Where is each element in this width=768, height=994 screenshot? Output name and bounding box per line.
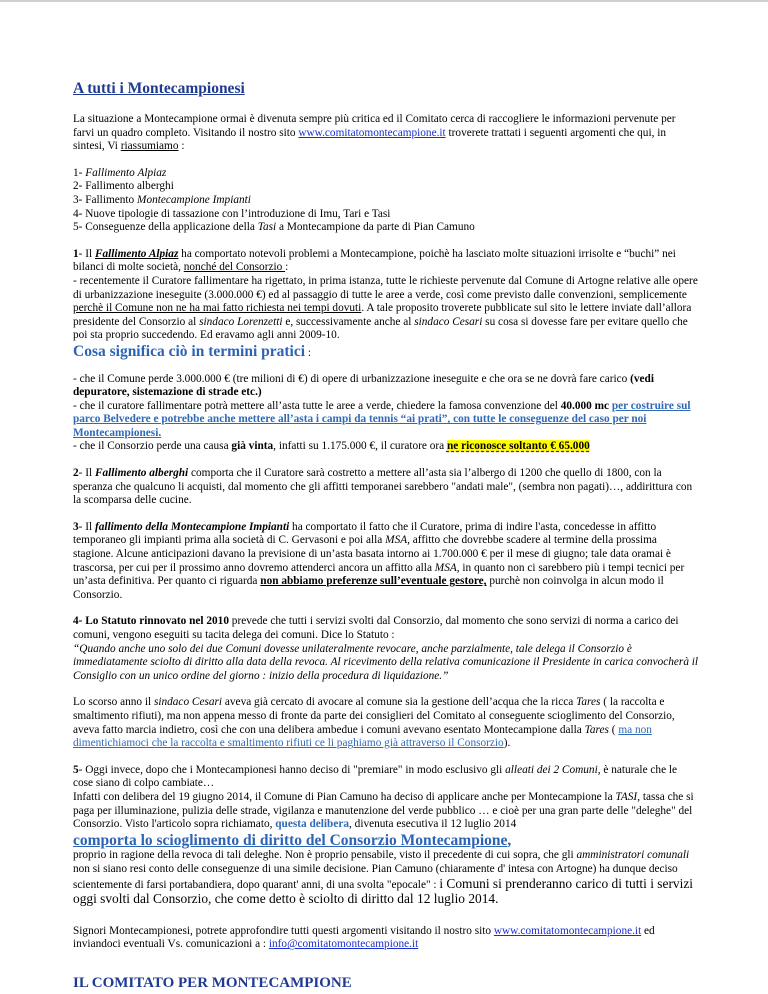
dissolution-statement: comporta lo scioglimento di diritto del Consorzio Montecampione bbox=[73, 831, 508, 849]
email-link[interactable]: info@comitatomontecampione.it bbox=[268, 938, 419, 951]
top-divider bbox=[0, 0, 768, 2]
site-link-footer[interactable]: www.comitatomontecampione.it bbox=[493, 924, 642, 937]
list-item: 3- Fallimento Montecampione Impianti bbox=[73, 193, 251, 206]
list-item: 1- Fallimento Alpiaz bbox=[73, 166, 167, 179]
section-2-paragraph: 2- Il Fallimento alberghi comporta che il Curatore sarà costretto a mettere all’asta sia l’albergo di 1200 che quello di 1800, con la speranza che qualcuno li acquisti, dal momento che gli affitti temporanei sarebbero "andati male", (sembra non pagati)…, addirittura con la scomparsa delle cucine. bbox=[73, 467, 693, 507]
page-title: A tutti i Montecampionesi bbox=[73, 80, 245, 97]
section-4b-paragraph: Lo scorso anno il sindaco Cesari aveva già cercato di avocare al comune sia la gestione dell’acqua che la ricca Tares ( la raccolta e smaltimento rifiuti), ma non appena messo di fronte da parte dei consiglieri del Comitato al conseguente scioglimento del Consorzio, aveva fatto marcia indietro, così che con una delibera ambedue i comuni avevano esentato Montecampione dalla Tares ( ma non dimentichiamoci che la raccolta e smaltimento rifiuti ce li paghiamo già attraverso il Consorzio). bbox=[73, 696, 675, 750]
site-link[interactable]: www.comitatomontecampione.it bbox=[298, 126, 446, 139]
section-5-paragraph: 5- Oggi invece, dopo che i Montecampionesi hanno deciso di "premiare" in modo esclusivo gli alleati dei 2 Comuni, è naturale che le cose siano di colpo cambiate… Infatti con delibera del 19 giugno 2014, il Comune di Pian Camuno ha deciso di applicare anche per Montecampione la TASI, tassa che si paga per illuminazione, pulizia delle strade, vigilanza e manutenzione del verde pubblico … e cioè per una gran parte delle "deleghe" del Consorzio. Visto l'articolo sopra richiamato, questa delibera, divenuta esecutiva il 12 luglio 2014 comporta lo scioglimento di diritto del Consorzio Montecampione, proprio in ragione della revoca di tali deleghe. Non è proprio pensabile, visto il precedente di cui sopra, che gli amministratori comunali non si siano resi conto delle conseguenze di una simile decisione. Pian Camuno (chiaramente d' intesa con Artogne) ha dunque deciso scientemente di farsi portabandiera, dopo quarant' anni, di una svolta "epocale" : i Comuni si prenderanno carico di tutti i servizi oggi svolti dal Consorzio, che come detto è sciolto di diritto dal 12 luglio 2014. bbox=[73, 763, 694, 907]
practical-meaning-paragraph: - che il Comune perde 3.000.000 € (tre milioni di €) di opere di urbanizzazione ineseguite e che ora se ne dovrà fare carico (vedi depuratore, sistemazione di strade etc.) - che il curatore fallimentare potrà mettere all’asta tutte le aree a verde, chiedere la famosa convenzione del 40.000 mc per costruire sul parco Belvedere e potrebbe anche mettere all’asta i campi da tennis “ai prati”, con tutte le conseguenze del caso per noi Montecampionesi. - che il Consorzio perde una causa già vinta, infatti su 1.175.000 €, il curatore ora ne riconosce soltanto € 65.000 bbox=[73, 372, 691, 453]
closing-paragraph: Signori Montecampionesi, potrete approfondire tutti questi argomenti visitando il nostro sito www.comitatomontecampione.it ed inviandoci eventuali Vs. comunicazioni a : info@comitatomontecampione.it bbox=[73, 924, 655, 951]
intro-paragraph: La situazione a Montecampione ormai è divenuta sempre più critica ed il Comitato cerca di raccogliere le informazioni pervenute per farvi un quadro completo. Visitando il nostro sito www.comitatomontecampione.it troverete trattati i seguenti argomenti che qui, in sintesi, Vi riassumiamo : bbox=[73, 113, 676, 153]
list-item: 2- Fallimento alberghi bbox=[73, 180, 174, 193]
document-page bbox=[73, 80, 699, 990]
practical-meaning-heading: Cosa significa ciò in termini pratici : bbox=[73, 342, 312, 360]
list-item: 5- Conseguenze della applicazione della Tasi a Montecampione da parte di Pian Camuno bbox=[73, 221, 475, 234]
section-1-paragraph: 1- Il Fallimento Alpiaz ha comportato notevoli problemi a Montecampione, poichè ha lasciato molte situazioni irrisolte e “buchi” nei bilanci di molte società, nonché del Consorzio : - recentemente il Curatore fallimentare ha rigettato, in prima istanza, tutte le richieste pervenute dal Comune di Artogne relative alle opere di urbanizzazione ineseguite (3.000.000 €) ed al passaggio di tutte le aree a verde, così come previsto dalle convenzioni, semplicemente perchè il Comune non ne ha mai fatto richiesta nei tempi dovuti. A tale proposito troverete pubblicate sul sito le lettere inviate dall’allora presidente del Consorzio al sindaco Lorenzetti e, successivamente anche al sindaco Cesari su cosa si dovesse fare per evitare quello che poi sta proprio succedendo. Ed eravamo agli anni 2009-10. bbox=[73, 247, 698, 342]
highlight-amount: ne riconosce soltanto € 65.000 bbox=[446, 440, 590, 453]
topic-list bbox=[73, 167, 699, 235]
signature-title: IL COMITATO PER MONTECAMPIONE bbox=[73, 974, 352, 991]
section-3-paragraph: 3- Il fallimento della Montecampione Impianti ha comportato il fatto che il Curatore, prima di indire l'asta, concedesse in affitto temporaneo gli impianti prima alla società di C. Gervasoni e poi alla MSA, affitto che dovrebbe scadere al termine della prossima stagione. Alcune anticipazioni davano la previsione di un’asta basata intorno ai 1.700.000 € per il mese di giugno; tale data oramai è trascorsa, per cui per il prossimo anno dovremo attenderci ancora un affitto alla MSA, in quanto non ci sarebbero più i tempi tecnici per un’asta definitiva. Per quanto ci riguarda non abbiamo preferenze sull’eventuale gestore, purchè non coinvolga in alcun modo il Consorzio. bbox=[73, 520, 685, 601]
section-4-paragraph: 4- Lo Statuto rinnovato nel 2010 prevede che tutti i servizi svolti dal Consorzio, dal momento che sono servizi di norma a carico dei comuni, vengono eseguiti su tacita delega dei comuni. Dice lo Statuto : “Quando anche uno solo dei due Comuni dovesse unilateralmente revocare, anche parzialmente, tale delega il Consorzio è immediatamente sciolto di diritto alla data della revoca. Al ricevimento della relativa comunicazione il Presidente in carica convocherà il Consiglio con un unico ordine del giorno : inizio della procedura di liquidazione.” bbox=[73, 615, 699, 682]
list-item: 4- Nuove tipologie di tassazione con l’introduzione di Imu, Tari e Tasi bbox=[73, 207, 391, 220]
